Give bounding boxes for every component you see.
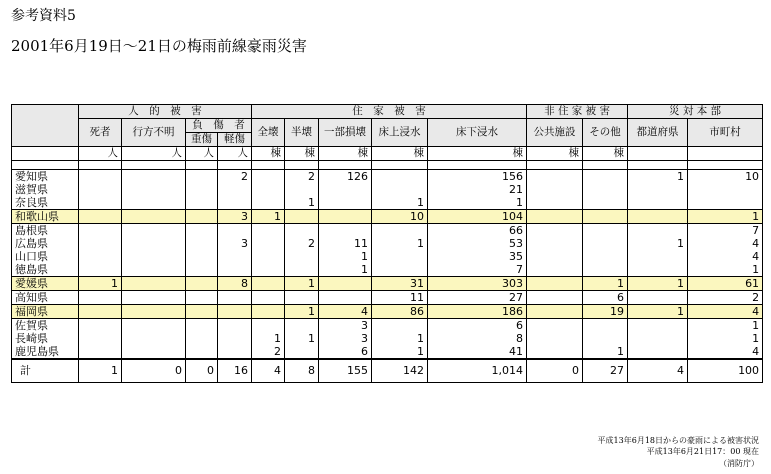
value-cell [527, 196, 583, 210]
value-cell: 6 [428, 319, 527, 333]
value-cell: 1 [79, 277, 122, 291]
value-cell: 7 [428, 263, 527, 277]
group-nonhousing-damage: 非 住 家 被 害 [527, 105, 628, 119]
prefecture-name: 島根県 [12, 224, 79, 238]
value-cell [583, 224, 628, 238]
value-cell [186, 170, 218, 184]
unit-cell: 棟 [372, 147, 428, 161]
corner-cell [12, 105, 79, 147]
value-cell [79, 210, 122, 224]
value-cell: 11 [319, 237, 372, 250]
prefecture-name: 佐賀県 [12, 319, 79, 333]
value-cell [79, 170, 122, 184]
value-cell [285, 345, 319, 359]
unit-cell: 棟 [285, 147, 319, 161]
value-cell: 1 [285, 196, 319, 210]
footnote-source: （消防庁） [719, 459, 759, 468]
col-above-floor-flood: 床上浸水 [372, 119, 428, 147]
page-title: 2001年6月19日～21日の梅雨前線豪雨災害 [11, 37, 307, 55]
spacer-cell [583, 161, 628, 170]
total-value: 0 [186, 359, 218, 383]
value-cell: 3 [218, 237, 252, 250]
table-row [12, 237, 763, 250]
value-cell [218, 183, 252, 196]
value-cell [122, 319, 186, 333]
unit-cell: 棟 [319, 147, 372, 161]
total-value: 8 [285, 359, 319, 383]
value-cell: 35 [428, 250, 527, 263]
spacer-cell [79, 161, 122, 170]
value-cell [186, 210, 218, 224]
value-cell [79, 305, 122, 319]
total-value: 1 [79, 359, 122, 383]
value-cell [186, 319, 218, 333]
value-cell [688, 196, 763, 210]
value-cell: 1 [285, 305, 319, 319]
value-cell [583, 250, 628, 263]
table-row [12, 319, 763, 333]
value-cell [527, 224, 583, 238]
value-cell [527, 291, 583, 305]
value-cell [79, 345, 122, 359]
value-cell: 1 [285, 332, 319, 345]
value-cell [285, 250, 319, 263]
value-cell [79, 237, 122, 250]
value-cell [527, 332, 583, 345]
unit-cell [628, 147, 688, 161]
value-cell [218, 345, 252, 359]
value-cell: 3 [319, 319, 372, 333]
value-cell [218, 291, 252, 305]
value-cell: 8 [218, 277, 252, 291]
value-cell [527, 305, 583, 319]
value-cell [319, 277, 372, 291]
col-dead: 死者 [79, 119, 122, 147]
value-cell: 21 [428, 183, 527, 196]
value-cell [122, 210, 186, 224]
value-cell: 3 [319, 332, 372, 345]
total-label: 計 [12, 359, 79, 383]
value-cell [79, 291, 122, 305]
value-cell: 31 [372, 277, 428, 291]
unit-cell: 棟 [428, 147, 527, 161]
prefecture-name: 広島県 [12, 237, 79, 250]
prefecture-name: 愛媛県 [12, 277, 79, 291]
value-cell [252, 237, 285, 250]
value-cell: 1 [628, 170, 688, 184]
col-missing: 行方不明 [122, 119, 186, 147]
value-cell [186, 332, 218, 345]
unit-cell: 人 [79, 147, 122, 161]
value-cell: 1 [628, 237, 688, 250]
total-row [12, 359, 763, 383]
value-cell [186, 291, 218, 305]
value-cell [122, 345, 186, 359]
unit-cell: 人 [218, 147, 252, 161]
value-cell [527, 263, 583, 277]
value-cell: 10 [688, 170, 763, 184]
value-cell [252, 170, 285, 184]
value-cell: 1 [252, 332, 285, 345]
value-cell [285, 183, 319, 196]
value-cell [628, 291, 688, 305]
value-cell [252, 196, 285, 210]
spacer-cell [252, 161, 285, 170]
col-total-destroyed: 全壊 [252, 119, 285, 147]
value-cell [218, 305, 252, 319]
value-cell [583, 237, 628, 250]
value-cell: 4 [688, 250, 763, 263]
value-cell [583, 319, 628, 333]
table-row [12, 263, 763, 277]
value-cell: 4 [688, 237, 763, 250]
table-row [12, 210, 763, 224]
value-cell [186, 305, 218, 319]
value-cell: 2 [218, 170, 252, 184]
value-cell: 1 [428, 196, 527, 210]
value-cell [319, 196, 372, 210]
col-partial-damage: 一部損壊 [319, 119, 372, 147]
col-municipal: 市町村 [688, 119, 763, 147]
value-cell: 1 [583, 345, 628, 359]
spacer-cell [285, 161, 319, 170]
value-cell [252, 305, 285, 319]
value-cell: 2 [688, 291, 763, 305]
spacer-cell [122, 161, 186, 170]
value-cell [628, 196, 688, 210]
value-cell: 2 [285, 237, 319, 250]
value-cell: 1 [319, 263, 372, 277]
group-housing-damage: 住 家 被 害 [252, 105, 527, 119]
table-row [12, 250, 763, 263]
value-cell: 61 [688, 277, 763, 291]
value-cell [122, 224, 186, 238]
value-cell [252, 291, 285, 305]
value-cell [186, 277, 218, 291]
value-cell: 1 [583, 277, 628, 291]
value-cell: 6 [319, 345, 372, 359]
value-cell [252, 277, 285, 291]
col-minor-injury: 軽傷 [218, 133, 252, 147]
value-cell: 27 [428, 291, 527, 305]
value-cell: 126 [319, 170, 372, 184]
value-cell: 1 [688, 210, 763, 224]
unit-cell [688, 147, 763, 161]
footnote-status: 平成13年6月18日からの豪雨による被害状況 [597, 436, 759, 445]
value-cell [372, 263, 428, 277]
unit-cell: 棟 [527, 147, 583, 161]
total-value: 155 [319, 359, 372, 383]
col-public-facilities: 公共施設 [527, 119, 583, 147]
value-cell: 1 [628, 305, 688, 319]
value-cell [186, 250, 218, 263]
value-cell [628, 319, 688, 333]
value-cell [186, 196, 218, 210]
value-cell [79, 319, 122, 333]
damage-table [11, 104, 763, 383]
value-cell [285, 210, 319, 224]
value-cell [79, 196, 122, 210]
value-cell: 1 [372, 196, 428, 210]
table-row [12, 345, 763, 359]
value-cell: 4 [688, 345, 763, 359]
table-row [12, 332, 763, 345]
spacer-cell [527, 161, 583, 170]
value-cell: 53 [428, 237, 527, 250]
value-cell [79, 183, 122, 196]
value-cell [628, 345, 688, 359]
prefecture-name: 山口県 [12, 250, 79, 263]
value-cell: 1 [688, 263, 763, 277]
table-row [12, 291, 763, 305]
table-row [12, 196, 763, 210]
value-cell: 1 [688, 319, 763, 333]
footnote-time: 平成13年6月21日17：00 現在 [646, 447, 759, 456]
value-cell [122, 170, 186, 184]
value-cell [583, 210, 628, 224]
value-cell: 7 [688, 224, 763, 238]
total-value: 4 [628, 359, 688, 383]
value-cell [583, 263, 628, 277]
value-cell [218, 196, 252, 210]
value-cell [319, 224, 372, 238]
col-half-destroyed: 半壊 [285, 119, 319, 147]
value-cell [527, 170, 583, 184]
value-cell [319, 291, 372, 305]
total-value: 1,014 [428, 359, 527, 383]
unit-cell: 人 [122, 147, 186, 161]
value-cell [285, 291, 319, 305]
value-cell: 156 [428, 170, 527, 184]
col-below-floor-flood: 床下浸水 [428, 119, 527, 147]
col-prefecture: 都道府県 [628, 119, 688, 147]
table-row [12, 183, 763, 196]
value-cell: 2 [285, 170, 319, 184]
value-cell: 19 [583, 305, 628, 319]
value-cell [79, 263, 122, 277]
value-cell [372, 250, 428, 263]
prefecture-name: 奈良県 [12, 196, 79, 210]
prefecture-name: 高知県 [12, 291, 79, 305]
spacer-cell [319, 161, 372, 170]
value-cell: 1 [688, 332, 763, 345]
value-cell [79, 250, 122, 263]
value-cell [218, 319, 252, 333]
value-cell: 6 [583, 291, 628, 305]
value-cell [122, 291, 186, 305]
value-cell: 41 [428, 345, 527, 359]
spacer-cell [688, 161, 763, 170]
value-cell [628, 183, 688, 196]
value-cell: 303 [428, 277, 527, 291]
value-cell [122, 196, 186, 210]
value-cell [372, 224, 428, 238]
value-cell [252, 263, 285, 277]
value-cell [186, 183, 218, 196]
value-cell [527, 319, 583, 333]
value-cell [218, 332, 252, 345]
total-value: 16 [218, 359, 252, 383]
value-cell [628, 210, 688, 224]
table-row [12, 224, 763, 238]
value-cell [583, 332, 628, 345]
value-cell [252, 319, 285, 333]
value-cell: 1 [628, 277, 688, 291]
value-cell [122, 332, 186, 345]
value-cell [122, 237, 186, 250]
value-cell: 1 [372, 237, 428, 250]
value-cell [122, 305, 186, 319]
value-cell [218, 250, 252, 263]
value-cell: 104 [428, 210, 527, 224]
spacer-cell [628, 161, 688, 170]
value-cell [186, 345, 218, 359]
value-cell [285, 319, 319, 333]
total-value: 27 [583, 359, 628, 383]
value-cell [122, 250, 186, 263]
value-cell [628, 332, 688, 345]
value-cell [527, 210, 583, 224]
table-row [12, 277, 763, 291]
value-cell [79, 332, 122, 345]
total-value: 4 [252, 359, 285, 383]
spacer-cell [372, 161, 428, 170]
spacer-cell [218, 161, 252, 170]
value-cell: 4 [319, 305, 372, 319]
total-value: 100 [688, 359, 763, 383]
prefecture-name: 長崎県 [12, 332, 79, 345]
value-cell [79, 224, 122, 238]
value-cell [628, 263, 688, 277]
prefecture-name: 福岡県 [12, 305, 79, 319]
value-cell: 1 [372, 345, 428, 359]
value-cell [372, 170, 428, 184]
unit-corner [12, 147, 79, 161]
unit-cell: 棟 [252, 147, 285, 161]
total-value: 0 [527, 359, 583, 383]
value-cell: 86 [372, 305, 428, 319]
value-cell [372, 319, 428, 333]
value-cell [186, 224, 218, 238]
value-cell [122, 263, 186, 277]
value-cell [319, 183, 372, 196]
value-cell [186, 263, 218, 277]
value-cell [252, 250, 285, 263]
total-value: 0 [122, 359, 186, 383]
unit-cell: 人 [186, 147, 218, 161]
table-row [12, 305, 763, 319]
value-cell [122, 277, 186, 291]
value-cell: 1 [252, 210, 285, 224]
total-value: 142 [372, 359, 428, 383]
value-cell [122, 183, 186, 196]
value-cell [218, 263, 252, 277]
value-cell [527, 183, 583, 196]
value-cell [319, 210, 372, 224]
value-cell: 66 [428, 224, 527, 238]
group-disaster-hq: 災 対 本 部 [628, 105, 763, 119]
value-cell [285, 263, 319, 277]
group-human-damage: 人 的 被 害 [79, 105, 252, 119]
value-cell: 4 [688, 305, 763, 319]
value-cell [252, 224, 285, 238]
value-cell: 1 [372, 332, 428, 345]
value-cell: 1 [319, 250, 372, 263]
value-cell [527, 250, 583, 263]
value-cell: 2 [252, 345, 285, 359]
value-cell [688, 183, 763, 196]
value-cell [186, 237, 218, 250]
value-cell: 186 [428, 305, 527, 319]
value-cell: 11 [372, 291, 428, 305]
value-cell [285, 224, 319, 238]
table-row [12, 170, 763, 184]
value-cell: 8 [428, 332, 527, 345]
prefecture-name: 徳島県 [12, 263, 79, 277]
col-serious-injury: 重傷 [186, 133, 218, 147]
value-cell [527, 345, 583, 359]
value-cell [252, 183, 285, 196]
prefecture-name: 愛知県 [12, 170, 79, 184]
value-cell [583, 170, 628, 184]
value-cell [628, 224, 688, 238]
value-cell: 10 [372, 210, 428, 224]
value-cell [628, 250, 688, 263]
value-cell: 1 [285, 277, 319, 291]
col-injured: 負 傷 者 [186, 119, 252, 133]
value-cell [372, 183, 428, 196]
value-cell [527, 277, 583, 291]
value-cell: 3 [218, 210, 252, 224]
spacer-cell [428, 161, 527, 170]
value-cell [583, 196, 628, 210]
value-cell [218, 224, 252, 238]
unit-cell: 棟 [583, 147, 628, 161]
reference-label: 参考資料5 [11, 8, 76, 24]
value-cell [583, 183, 628, 196]
spacer-cell [186, 161, 218, 170]
prefecture-name: 滋賀県 [12, 183, 79, 196]
spacer-cell [12, 161, 79, 170]
prefecture-name: 鹿児島県 [12, 345, 79, 359]
prefecture-name: 和歌山県 [12, 210, 79, 224]
col-other: その他 [583, 119, 628, 147]
value-cell [527, 237, 583, 250]
